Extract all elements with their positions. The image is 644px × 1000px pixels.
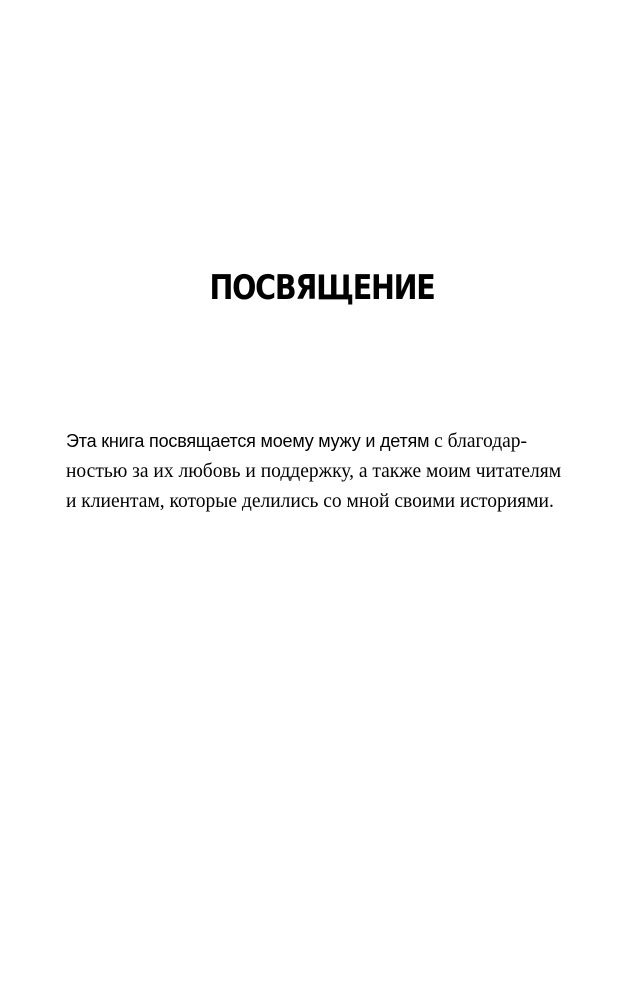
dedication-lead: Эта книга посвящается моему мужу и детям — [66, 431, 430, 451]
dedication-line-1 — [66, 426, 586, 457]
dedication-line-1-rest: с благодар- — [429, 431, 528, 452]
page-title: ПОСВЯЩЕНИЕ — [209, 268, 435, 308]
dedication-text — [66, 426, 586, 517]
dedication-line-3: и клиентам, которые делились со мной своими историями. — [66, 491, 554, 512]
dedication-line-2: ностью за их любовь и поддержку, а также моим читателям — [66, 461, 562, 482]
